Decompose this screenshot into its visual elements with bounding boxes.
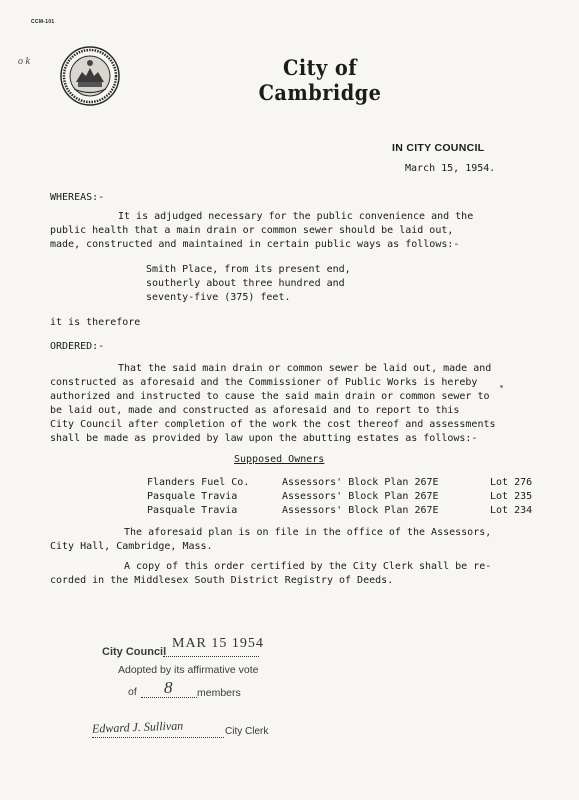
- whereas-label: WHEREAS:-: [50, 192, 105, 203]
- therefore-text: it is therefore: [50, 317, 141, 328]
- location-line: Smith Place, from its present end,: [146, 264, 351, 275]
- owner-name: Pasquale Travia: [147, 491, 238, 502]
- whereas-line: public health that a main drain or common sewer should be laid out,: [50, 225, 454, 236]
- order-date: March 15, 1954.: [405, 163, 496, 174]
- location-line: seventy-five (375) feet.: [146, 292, 291, 303]
- stamp-members-count: 8: [164, 678, 173, 697]
- plan-line: City Hall, Cambridge, Mass.: [50, 541, 213, 552]
- city-seal-icon: [60, 46, 120, 106]
- signature-line: [92, 737, 224, 738]
- ordered-line: authorized and instructed to cause the said main drain or common sewer to: [50, 391, 490, 402]
- ink-mark: [500, 385, 503, 388]
- owner-name: Pasquale Travia: [147, 505, 238, 516]
- stamp-of-label: of: [128, 686, 137, 698]
- clerk-signature: Edward J. Sullivan: [91, 718, 184, 736]
- owner-plan: Assessors' Block Plan 267E: [282, 477, 439, 488]
- owner-lot: Lot 276: [490, 477, 533, 488]
- ordered-label: ORDERED:-: [50, 341, 105, 352]
- stamp-members-label: members: [197, 687, 241, 699]
- owner-plan: Assessors' Block Plan 267E: [282, 505, 439, 516]
- plan-line: The aforesaid plan is on file in the office of the Assessors,: [124, 527, 492, 538]
- ordered-line: City Council after completion of the work the cost thereof and assessments: [50, 419, 496, 430]
- form-code: CCM-101: [31, 19, 55, 25]
- copy-line: corded in the Middlesex South District Registry of Deeds.: [50, 575, 394, 586]
- ordered-line: constructed as aforesaid and the Commissioner of Public Works is hereby: [50, 377, 478, 388]
- ordered-line: be laid out, made and constructed as aforesaid and to report to this: [50, 405, 460, 416]
- ordered-line: That the said main drain or common sewer be laid out, made and: [118, 363, 492, 374]
- owner-plan: Assessors' Block Plan 267E: [282, 491, 439, 502]
- margin-note: o k: [18, 56, 30, 67]
- stamp-date-line: [163, 656, 259, 657]
- stamp-adopted-label: Adopted by its affirmative vote: [118, 664, 259, 676]
- stamp-clerk-label: City Clerk: [225, 726, 269, 737]
- stamp-council-label: City Council: [102, 646, 167, 658]
- whereas-line: made, constructed and maintained in certain public ways as follows:-: [50, 239, 460, 250]
- owner-name: Flanders Fuel Co.: [147, 477, 250, 488]
- owner-lot: Lot 235: [490, 491, 533, 502]
- masthead-title: City of Cambridge: [258, 55, 382, 105]
- council-heading: IN CITY COUNCIL: [392, 142, 485, 154]
- ordered-line: shall be made as provided by law upon the abutting estates as follows:-: [50, 433, 478, 444]
- owner-lot: Lot 234: [490, 505, 533, 516]
- location-line: southerly about three hundred and: [146, 278, 345, 289]
- whereas-line: It is adjudged necessary for the public convenience and the: [118, 211, 474, 222]
- owners-heading: Supposed Owners: [234, 454, 325, 465]
- stamp-council-date: MAR 15 1954: [172, 636, 264, 651]
- copy-line: A copy of this order certified by the City Clerk shall be re-: [124, 561, 492, 572]
